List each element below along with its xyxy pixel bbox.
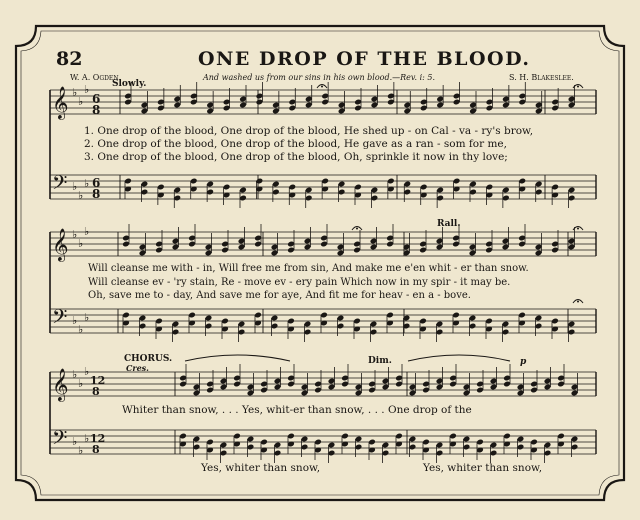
flat-icon: ♭ <box>72 86 78 99</box>
flat-icon: ♭ <box>84 83 90 96</box>
lyricist-credit: W. A. Ogden. <box>70 73 122 82</box>
fermata-dot <box>356 228 358 230</box>
verse-number: 3. <box>84 151 95 163</box>
hymn-title: ONE DROP OF THE BLOOD. <box>198 48 531 70</box>
flat-icon: ♭ <box>72 368 78 381</box>
dim-marking: Dim. <box>368 356 392 366</box>
flat-icon: ♭ <box>78 95 84 108</box>
verse-number: 1. <box>84 125 95 137</box>
scripture-epigraph: And washed us from our sins in his own blood.—Rev. i: 5. <box>203 73 435 82</box>
fermata-dot <box>321 86 323 88</box>
flat-icon: ♭ <box>72 314 78 327</box>
flat-icon: ♭ <box>78 237 84 250</box>
flat-icon: ♭ <box>78 323 84 336</box>
chorus-lyric-lower-2: Yes, whiter than snow, <box>423 462 543 474</box>
chorus-label: CHORUS. <box>124 354 173 364</box>
verse-1-line-1 <box>84 125 533 137</box>
treble-clef-icon: 𝄞 <box>52 228 69 261</box>
time-signature-bottom: 8 <box>92 103 101 117</box>
flat-icon: ♭ <box>72 435 78 448</box>
flat-icon: ♭ <box>72 228 78 241</box>
fermata-dot <box>577 86 579 88</box>
time-signature-bottom: 8 <box>92 443 100 456</box>
time-signature-bottom: 8 <box>92 187 101 201</box>
time-signature-top: 6 <box>92 176 101 190</box>
verse-2-line-1 <box>84 138 507 150</box>
flat-icon: ♭ <box>78 377 84 390</box>
rall-marking: Rall. <box>437 219 461 229</box>
bass-clef-icon: 𝄢 <box>52 171 68 199</box>
chorus-lyric-upper: Whiter than snow, . . . Yes, whit-er than snow, . . . One drop of the <box>122 404 472 416</box>
flat-icon: ♭ <box>72 180 78 193</box>
fermata-dot <box>577 301 579 303</box>
piano-marking: p <box>520 357 527 367</box>
time-signature-top: 12 <box>90 432 106 445</box>
flat-icon: ♭ <box>84 365 90 378</box>
treble-clef-icon: 𝄞 <box>52 368 69 401</box>
composer-credit: S. H. Blakeslee. <box>509 73 574 82</box>
verse-text: One drop of the blood, One drop of the blood, Oh, sprinkle it now in thy love; <box>97 151 508 163</box>
flat-icon: ♭ <box>84 432 90 445</box>
time-signature-bottom: 8 <box>92 385 100 398</box>
flat-icon: ♭ <box>84 177 90 190</box>
fermata-dot <box>577 228 579 230</box>
chorus-lyric-lower-1: Yes, whiter than snow, <box>201 462 321 474</box>
page-number: 82 <box>56 48 83 70</box>
flat-icon: ♭ <box>78 444 84 457</box>
bass-clef-icon: 𝄢 <box>52 305 68 333</box>
verse-3-line-1 <box>84 151 508 163</box>
bass-clef-icon: 𝄢 <box>52 426 68 454</box>
flat-icon: ♭ <box>84 225 90 238</box>
treble-clef-icon: 𝄞 <box>52 86 69 119</box>
verse-text: One drop of the blood, One drop of the blood, He gave as a ran - som for me, <box>97 138 507 150</box>
slur <box>408 355 510 361</box>
time-signature-top: 6 <box>92 92 101 106</box>
flat-icon: ♭ <box>84 311 90 324</box>
flat-icon: ♭ <box>78 189 84 202</box>
tempo-marking: Slowly. <box>112 79 147 89</box>
verse-text: One drop of the blood, One drop of the blood, He shed up - on Cal - va - ry's brow, <box>97 125 534 137</box>
verse-3-line-2: Oh, save me to - day, And save me for aye, And fit me for heav - en a - bove. <box>88 290 471 301</box>
time-signature-top: 12 <box>90 374 106 387</box>
cres-marking: Cres. <box>126 363 149 373</box>
verse-number: 2. <box>84 138 95 150</box>
verse-1-line-2: Will cleanse me with - in, Will free me from sin, And make me e'en whit - er than snow. <box>88 263 529 274</box>
slur <box>185 355 290 361</box>
verse-2-line-2: Will cleanse ev - 'ry stain, Re - move ev - ery pain Which now in my spir - it may be. <box>88 277 511 288</box>
